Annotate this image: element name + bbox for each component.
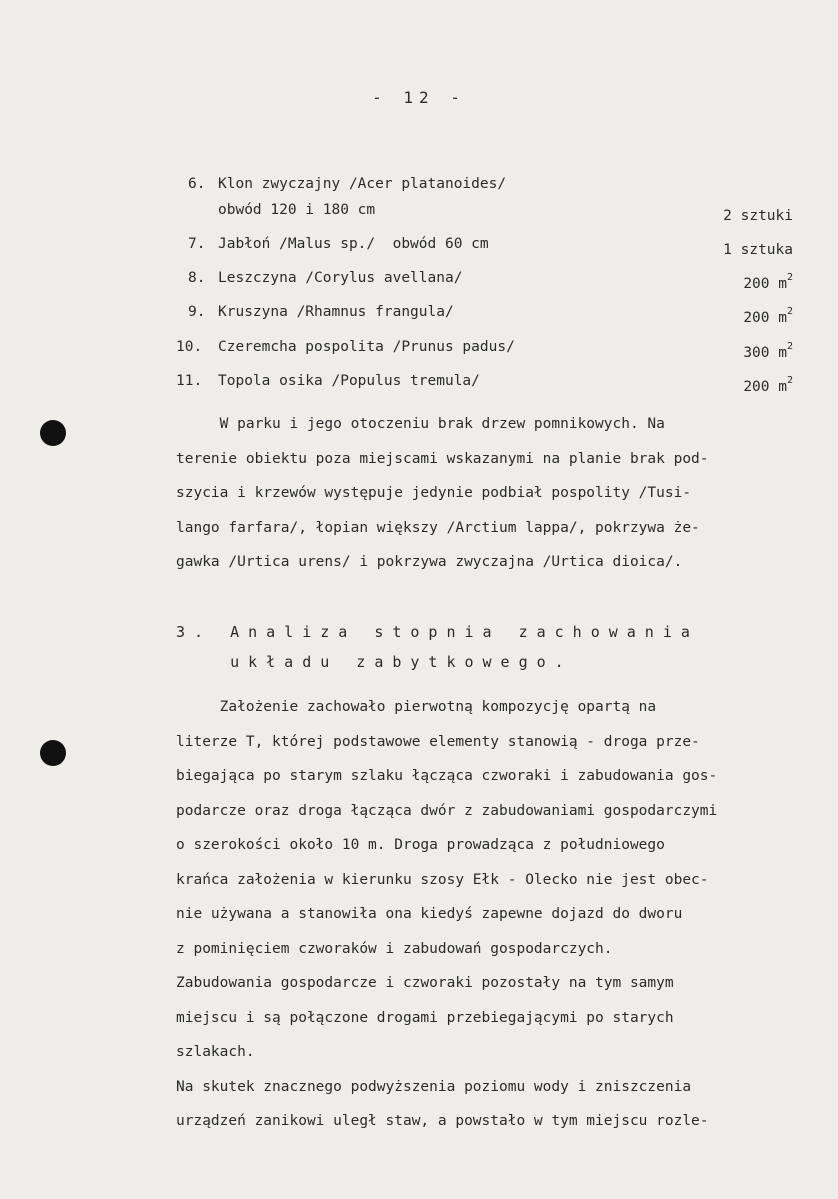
punch-hole-top <box>40 420 66 446</box>
paragraph-monuments: W parku i jego otoczeniu brak drzew pomnikowych. Na terenie obiektu poza miejscami wskazanymi na planie brak pod- szycia i krzewów występuje jedynie podbiał pospolity /Tusi- lango farfara/, łopian większy /Arctium lappa/, pokrzywa że- gawka /Urtica urens/ i pokrzywa zwyczajna /Urtica dioica/. <box>176 416 709 570</box>
list-item-continuation: obwód 120 i 180 cm 2 sztuki <box>218 202 793 224</box>
list-item: 7. Jabłoń /Malus sp./ obwód 60 cm 1 sztuka <box>188 236 793 258</box>
list-item: 11. Topola osika /Populus tremula/ 200 $m^2$ <box>176 373 793 395</box>
punch-hole-bottom <box>40 740 66 766</box>
list-item: 9. Kruszyna /Rhamnus frangula/ 200 $m^2$ <box>188 304 793 326</box>
paragraph-analysis: Założenie zachowało pierwotną kompozycję opartą na literze T, której podstawowe elementy stanowią - droga prze- biegająca po starym szlaku łącząca czworaki i zabudowania gos- podarcze oraz droga łącząca dwór z zabudowaniami gospodarczymi o szerokości około 10 m. Droga prowadząca z południowego krańca założenia w kierunku szosy Ełk - Olecko nie jest obec- nie używana a stanowiła ona kiedyś zapewne dojazd do dworu z pominięciem czworaków i zabudowań gospodarczych. Zabudowania gospodarcze i czworaki pozostały na tym samym miejscu i są połączone drogami przebiegającymi po starych szlakach. Na skutek znacznego podwyższenia poziomu wody i zniszczenia urządzeń zanikowi uległ staw, a powstało w tym miejscu rozle- <box>176 699 718 1129</box>
list-item: 8. Leszczyna /Corylus avellana/ 200 $m^2$ <box>188 270 793 292</box>
list-item: 6. Klon zwyczajny /Acer platanoides/ <box>188 176 507 192</box>
section-heading: 3. Analiza stopnia zachowania układu zabytkowego. <box>176 623 699 671</box>
list-item: 10. Czeremcha pospolita /Prunus padus/ 300 $m^2$ <box>176 339 793 361</box>
page-number: - 12 - <box>372 88 466 107</box>
